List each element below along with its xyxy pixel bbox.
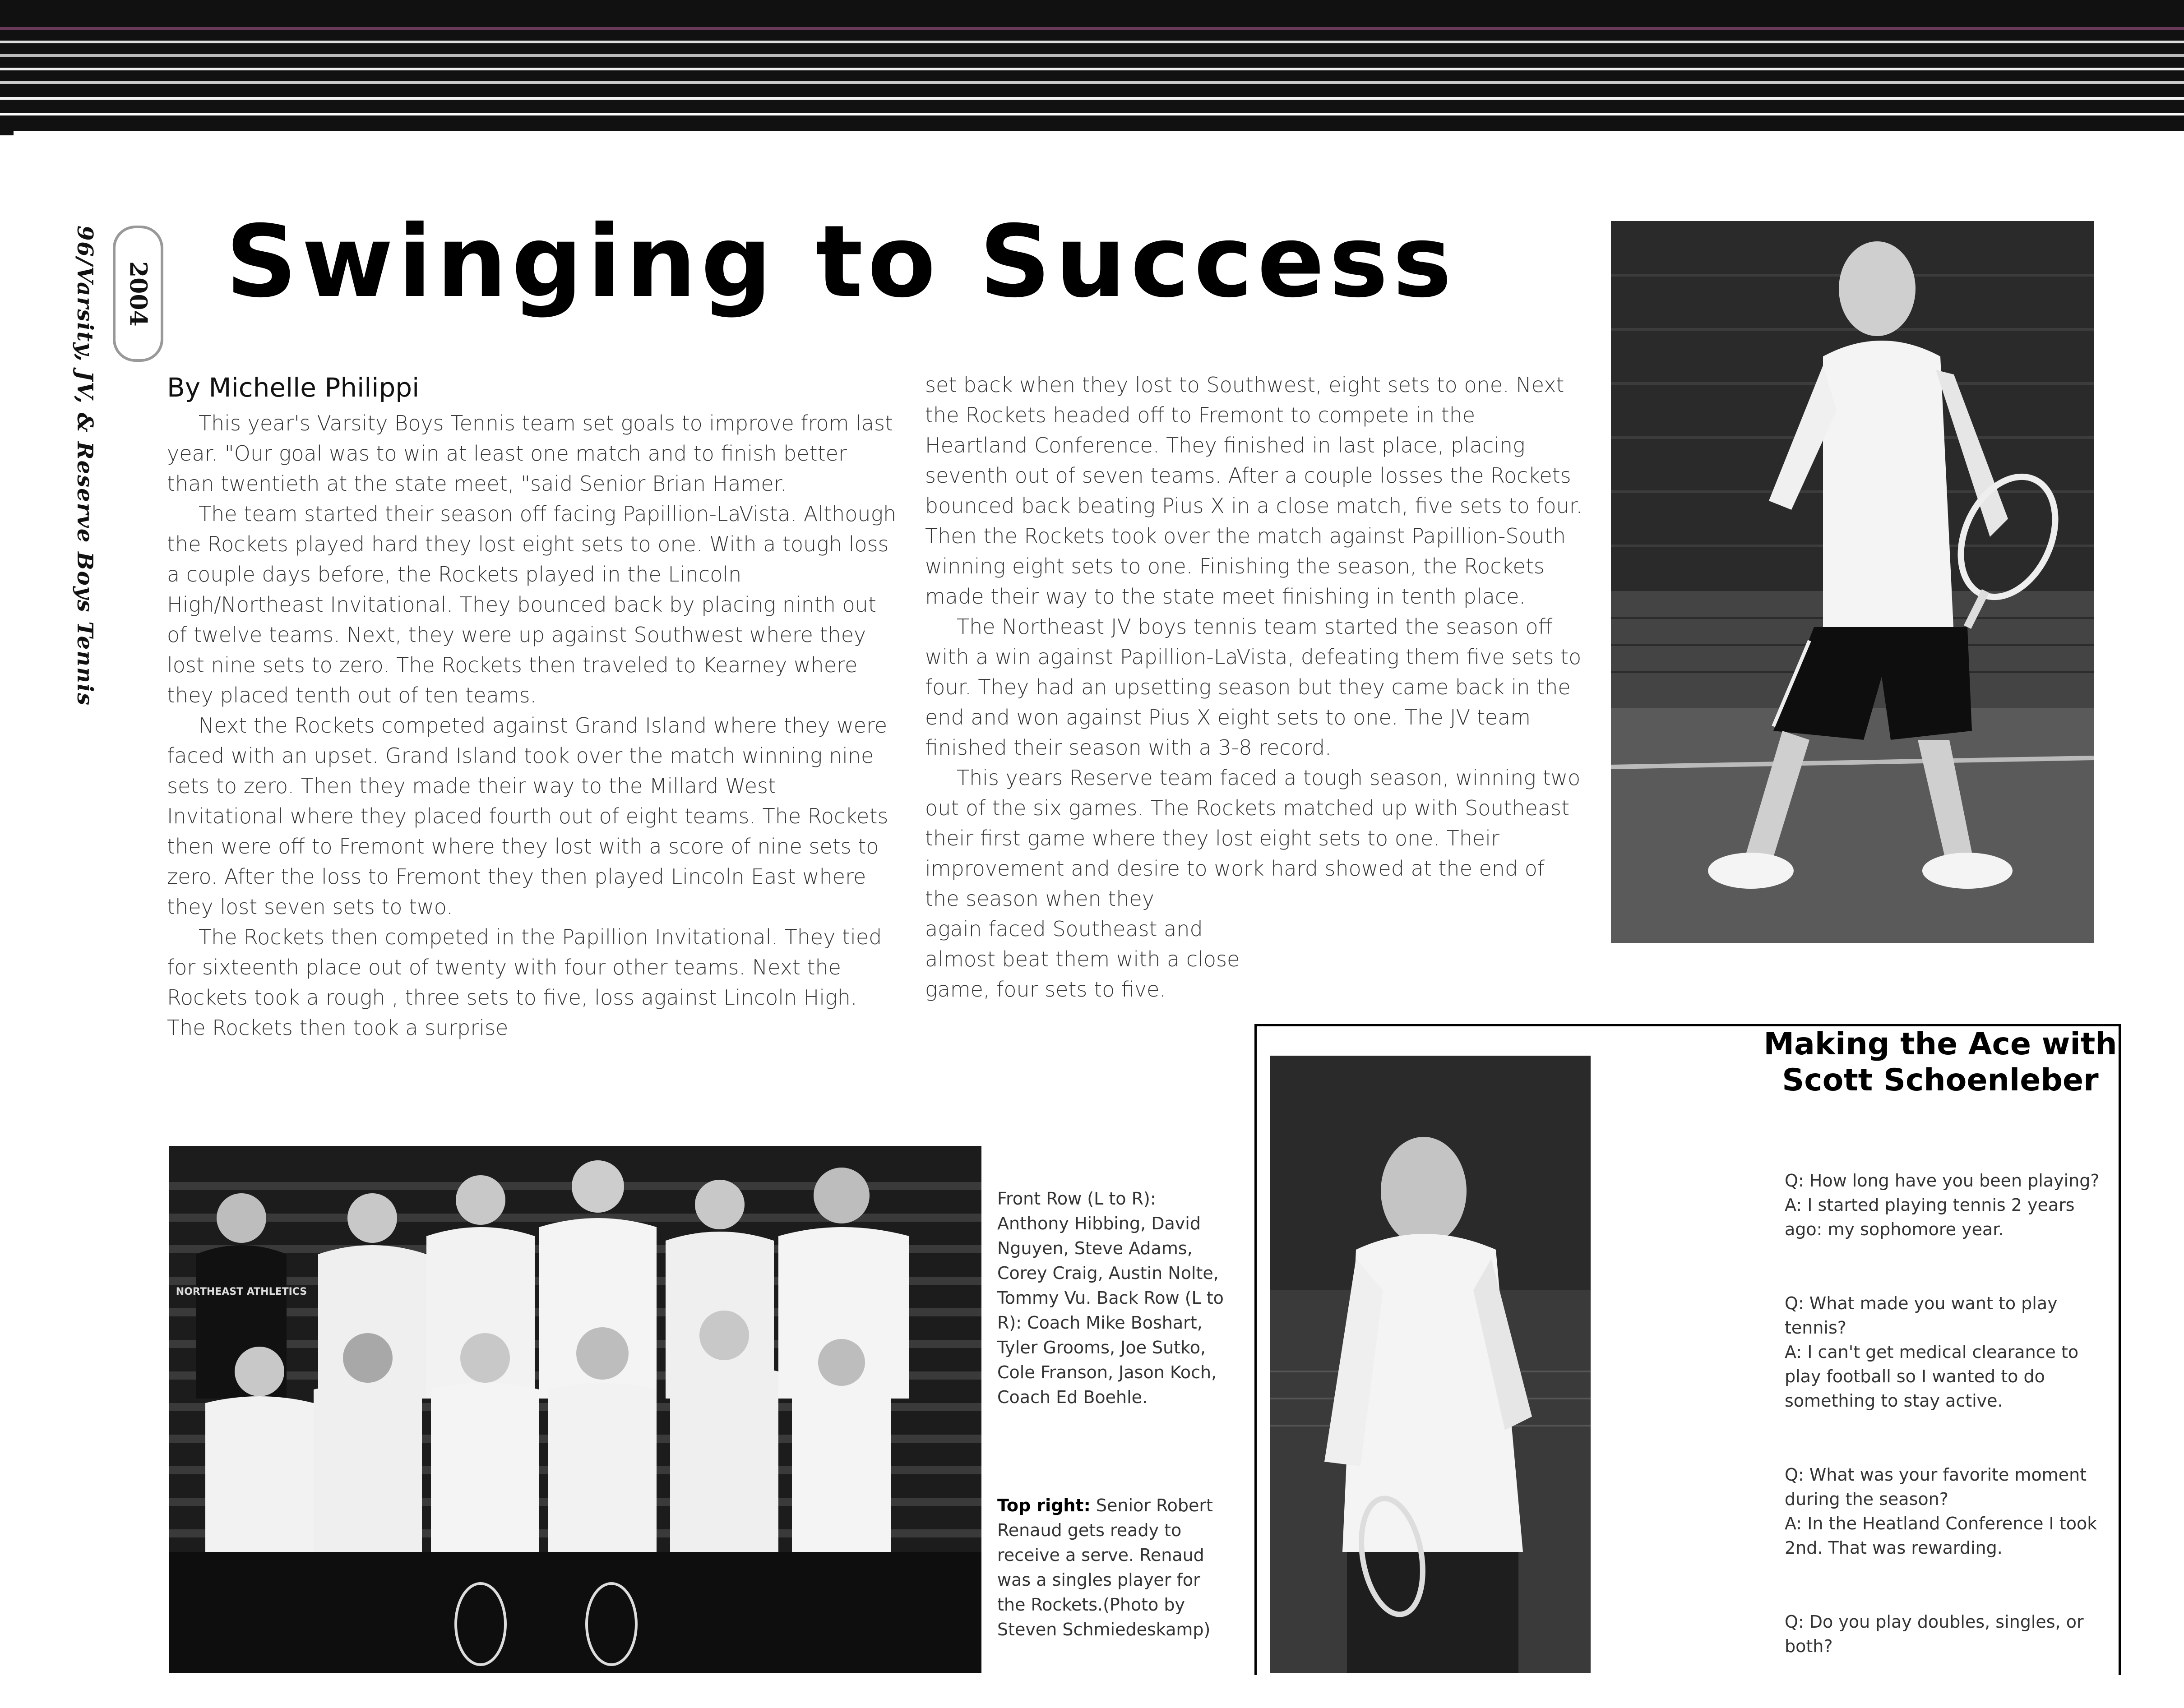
paragraph: The Northeast JV boys tennis team started the season off with a win against Papillion-LaVista, defeating them five sets to four. They had an upsetting season but they came back in the end and won against Pius X eight sets to one. The JV team finished their season with a 3-8 record. — [925, 614, 1582, 760]
page-edge-line — [0, 41, 2184, 43]
page-edge-line — [0, 27, 2184, 30]
paragraph: Next the Rockets competed against Grand Island where they were faced with an upset. Grand Island took over the match winning nine sets to zero. Then they made their way to the Millard West Invitational where they placed fourth out of eight teams. The Rockets then were off to Fremont where they lost with a score of nine sets to zero. After the loss to Fremont they then played Lincoln East where they lost seven sets to two. — [167, 713, 888, 919]
headline: Swinging to Success — [226, 204, 1457, 319]
page-edge-line — [0, 68, 2184, 70]
paragraph: again faced Southeast and almost beat them with a close game, four sets to five. — [925, 917, 1240, 1002]
caption-text: Senior Robert Renaud gets ready to receive a serve. Renaud was a singles player for the Rockets.(Photo by Steven Schmiedeskamp) — [997, 1496, 1213, 1639]
qa-question: Q: What was your favorite moment during the season? — [1785, 1465, 2087, 1509]
photo-scott-schoenleber-image — [1270, 1056, 1591, 1673]
article-column-1 — [167, 408, 898, 1043]
side-page-label: 96/Varsity, JV, & Reserve Boys Tennis — [72, 226, 97, 706]
qa-item — [1785, 1610, 2101, 1658]
byline: By Michelle Philippi — [167, 372, 420, 403]
page-stack-edge — [0, 0, 2184, 135]
year-badge-text: 2004 — [124, 261, 152, 327]
top-right-photo-caption — [997, 1493, 1232, 1642]
photo-player-receiving-serve — [1611, 221, 2094, 943]
page-edge-line — [0, 54, 2184, 57]
year-badge — [113, 226, 163, 362]
paragraph: set back when they lost to Southwest, eight sets to one. Next the Rockets headed off to Fremont to compete in the Heartland Conference. They finished in last place, placing seventh out of seven teams. After a couple losses the Rockets bounced back beating Pius X in a close match, five sets to four. Then the Rockets took over the match against Papillion-South winning eight sets to one. Finishing the season, the Rockets made their way to the state meet finishing in tenth place. — [925, 373, 1583, 609]
page-edge-line — [0, 113, 2184, 115]
shirt-text: NORTHEAST ATHLETICS — [176, 1286, 307, 1297]
qa-answer: A: In the Heatland Conference I took 2nd. That was rewarding. — [1785, 1514, 2097, 1558]
paragraph: The team started their season off facing Papillion-LaVista. Although the Rockets played hard they lost eight sets to one. With a tough loss a couple days before, the Rockets played in the Lincoln High/Northeast Invitational. They bounced back by placing ninth out of twelve teams. Next, they were up against Southwest where they lost nine sets to zero. The Rockets then traveled to Kearney where they placed tenth out of ten teams. — [167, 502, 897, 707]
qa-item — [1785, 1291, 2101, 1413]
photo-team-group — [169, 1146, 981, 1673]
qa-item — [1785, 1168, 2101, 1242]
caption-lead: Top right: — [997, 1496, 1091, 1515]
article-column-2 — [925, 370, 1584, 1005]
team-photo-caption: Front Row (L to R): Anthony Hibbing, David Nguyen, Steve Adams, Corey Craig, Austin Nolte, Tommy Vu. Back Row (L to R): Coach Mike Boshart, Tyler Grooms, Joe Sutko, Cole Franson, Jason Koch, Coach Ed Boehle. — [997, 1189, 1224, 1407]
qa-answer: A: I started playing tennis 2 years ago: my sophomore year. — [1785, 1195, 2075, 1239]
photo-team-group-image — [169, 1146, 981, 1673]
photo-scott-schoenleber — [1270, 1056, 1591, 1673]
qa-question: Q: Do you play doubles, singles, or both? — [1785, 1612, 2084, 1656]
paragraph: This year's Varsity Boys Tennis team set goals to improve from last year. "Our goal was to win at least one match and to finish better than twentieth at the state meet, "said Senior Brian Hamer. — [167, 411, 893, 496]
qa-list — [1785, 1168, 2101, 1708]
paragraph: The Rockets then competed in the Papillion Invitational. They tied for sixteenth place out of twenty with four other teams. Next the Rockets took a rough , three sets to five, loss against Lincoln High. The Rockets then took a surprise — [167, 925, 882, 1040]
paragraph: This years Reserve team faced a tough season, winning two out of the six games. The Rockets matched up with Southeast their first game where they lost eight sets to one. Their improvement and desire to work hard showed at the end of the season when they — [925, 766, 1581, 911]
qa-question: Q: How long have you been playing? — [1785, 1171, 2100, 1191]
photo-player-receiving-serve-image — [1611, 221, 2094, 943]
qa-answer: A: I can't get medical clearance to play football so I wanted to do something to stay active. — [1785, 1342, 2079, 1411]
qa-title: Making the Ace with Scott Schoenleber — [1763, 1026, 2117, 1098]
page-edge-line — [0, 81, 2184, 84]
qa-question: Q: What made you want to play tennis? — [1785, 1293, 2058, 1338]
qa-item — [1785, 1463, 2101, 1560]
page-edge-line — [0, 97, 2184, 100]
